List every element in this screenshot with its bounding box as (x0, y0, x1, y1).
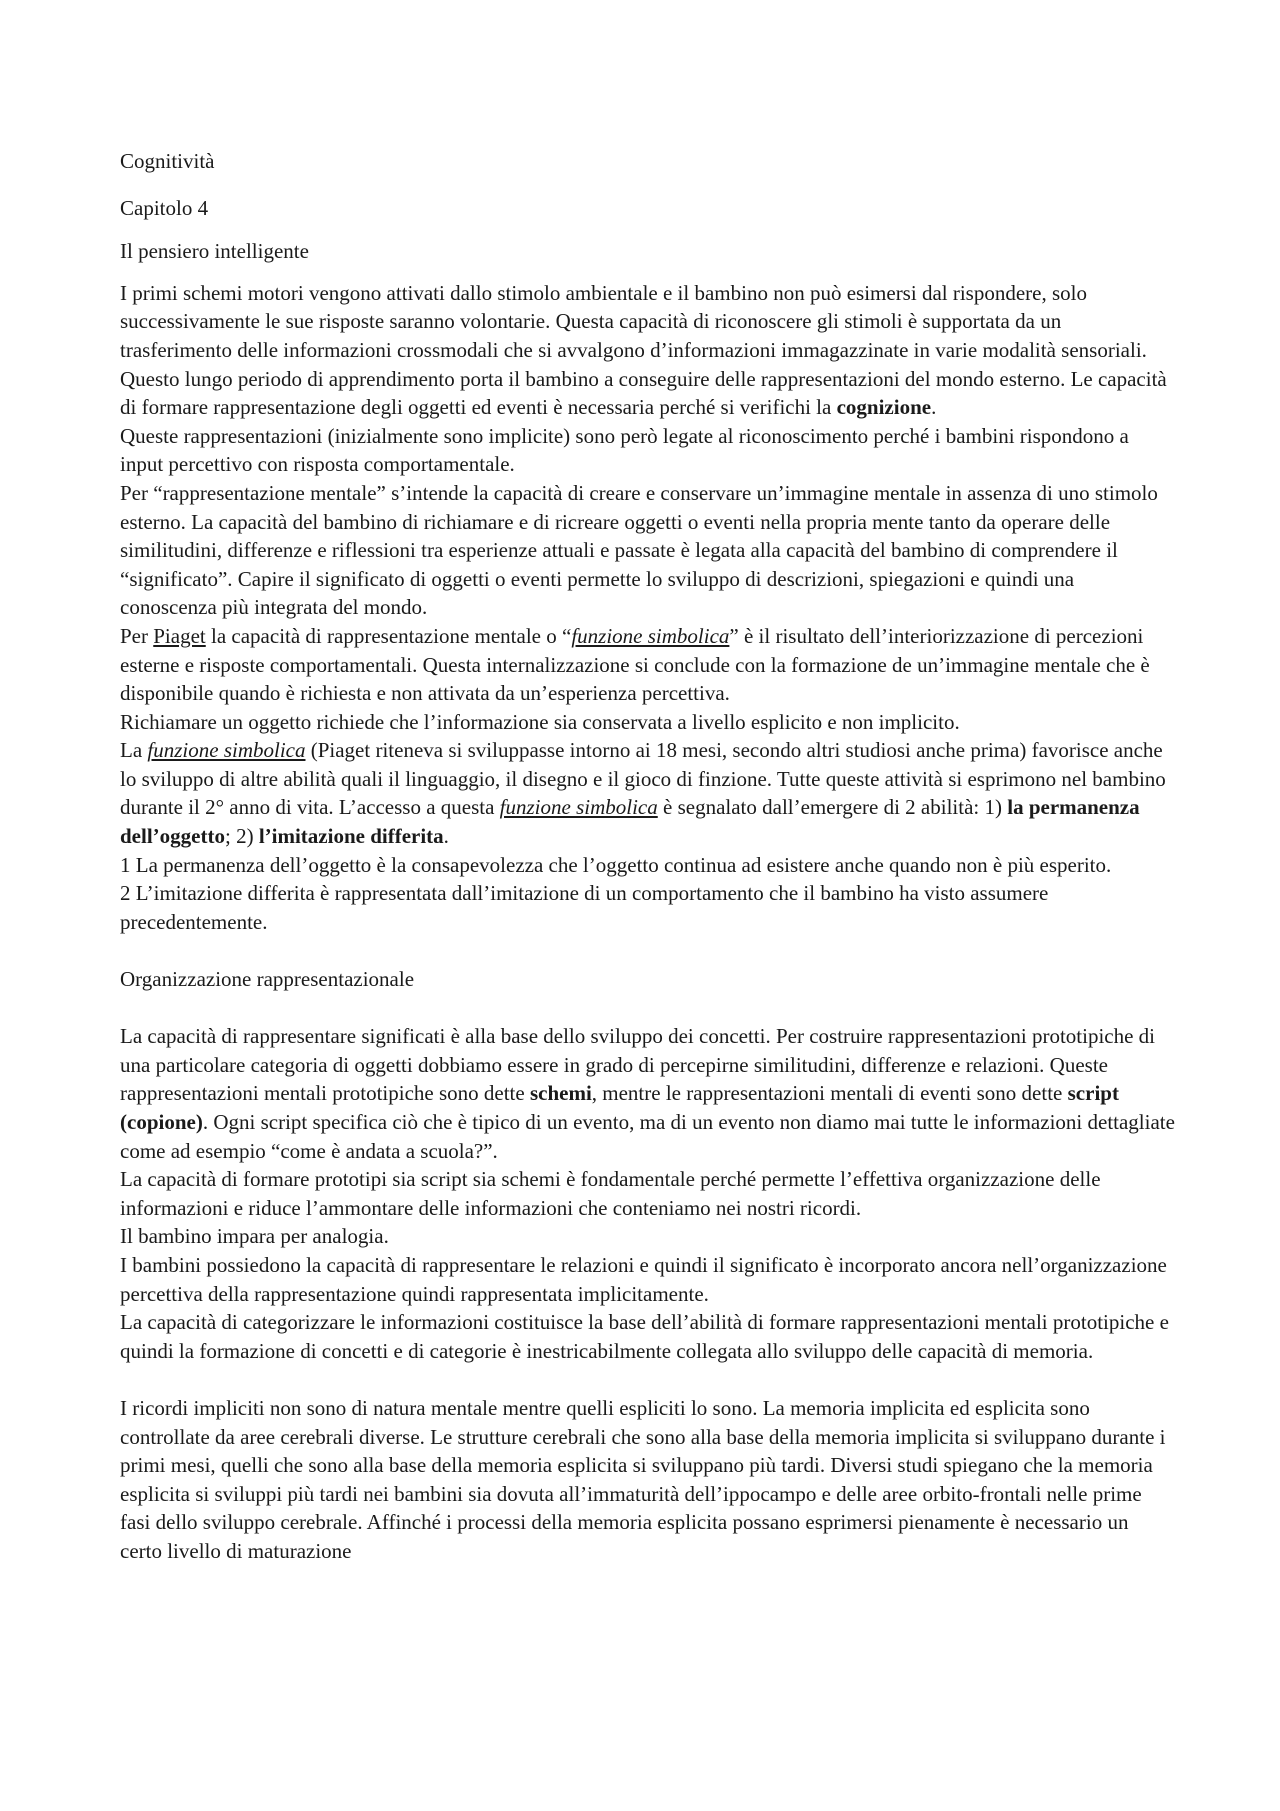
paragraph-7: 1 La permanenza dell’oggetto è la consapevolezza che l’oggetto continua ad esistere anche quando non è più esperito. (120, 852, 1112, 877)
paragraph-6: La funzione simbolica (Piaget riteneva si sviluppasse intorno ai 18 mesi, secondo altri studiosi anche prima) favorisce anche lo sviluppo di altre abilità quali il linguaggio, il disegno e il gioco di finzione. Tutte queste attività si esprimono nel bambino durante il 2° anno di vita. L’accesso a questa funzione simbolica è segnalato dall’emergere di 2 abilità: 1) la permanenza dell’oggetto; 2) l’imitazione differita. (120, 738, 1166, 849)
term-funzione-simbolica: funzione simbolica (147, 738, 306, 763)
term-piaget: Piaget (153, 623, 206, 648)
term-schemi: schemi (529, 1081, 592, 1106)
term-cognizione: cognizione (836, 395, 932, 420)
paragraph-3: Per “rappresentazione mentale” s’intende la capacità di creare e conservare un’immagine mentale in assenza di uno stimolo esterno. La capacità del bambino di richiamare e di ricreare oggetti o eventi nella propria mente tanto da operare delle similitudini, differenze e riflessioni tra esperienze attuali e passate è legata alla capacità del bambino di comprendere il “significato”. Capire il significato di oggetti o eventi permette lo sviluppo di descrizioni, spiegazioni e quindi una conoscenza più integrata del mondo. (120, 480, 1158, 620)
paragraph-13: La capacità di categorizzare le informazioni costituisce la base dell’abilità di formare rappresentazioni mentali prototipiche e quindi la formazione di concetti e di categorie è inestricabilmente collegata allo sviluppo delle capacità di memoria. (120, 1310, 1169, 1363)
paragraph-2: Queste rappresentazioni (inizialmente sono implicite) sono però legate al riconoscimento perché i bambini rispondono a input percettivo con risposta comportamentale. (120, 423, 1129, 477)
document-page (120, 147, 1175, 1566)
document-title: Cognitività (120, 149, 215, 173)
blank-line (120, 1365, 1175, 1394)
paragraph-8: 2 L’imitazione differita è rappresentata dall’imitazione di un comportamento che il bambino ha visto assumere precedentemente. (120, 881, 1049, 934)
paragraph-5: Richiamare un oggetto richiede che l’informazione sia conservata a livello esplicito e non implicito. (120, 709, 960, 734)
paragraph-14: I ricordi impliciti non sono di natura mentale mentre quelli espliciti lo sono. La memoria implicita ed esplicita sono controllate da aree cerebrali diverse. Le strutture cerebrali che sono alla base della memoria implicita si sviluppano durante i primi mesi, quelli che sono alla base della memoria esplicita si sviluppano più tardi. Diversi studi spiegano che la memoria esplicita si sviluppi più tardi nei bambini sia dovuta all’immaturità dell’ippocampo e delle aree orbito-frontali nelle prime fasi dello sviluppo cerebrale. Affinché i processi della memoria esplicita possano esprimersi pienamente è necessario un certo livello di maturazione (120, 1395, 1166, 1563)
section-heading-organizzazione: Organizzazione rappresentazionale (120, 967, 415, 992)
term-funzione-simbolica: funzione simbolica (571, 623, 730, 648)
paragraph-12: I bambini possiedono la capacità di rappresentare le relazioni e quindi il significato è incorporato ancora nell’organizzazione percettiva della rappresentazione quindi rappresentata implicitamente. (120, 1252, 1167, 1306)
paragraph-11: Il bambino impara per analogia. (120, 1224, 389, 1249)
blank-line (120, 994, 1175, 1023)
section-heading-pensiero: Il pensiero intelligente (120, 239, 309, 264)
paragraph-9: La capacità di rappresentare significati è alla base dello sviluppo dei concetti. Per costruire rappresentazioni prototipiche di una particolare categoria di oggetti dobbiamo essere in grado di percepirne similitudini, differenze e relazioni. Queste rappresentazioni mentali prototipiche sono dette schemi, mentre le rappresentazioni mentali di eventi sono dette script (copione). Ogni script specifica ciò che è tipico di un evento, ma di un evento non diamo mai tutte le informazioni dettagliate come ad esempio “come è andata a scuola?”. (120, 1024, 1175, 1163)
paragraph-4: Per Piaget la capacità di rappresentazione mentale o “funzione simbolica” è il risultato dell’interiorizzazione di percezioni esterne e risposte comportamentali. Questa internalizzazione si conclude con la formazione de un’immagine mentale che è disponibile quando è richiesta e non attivata da un’esperienza percettiva. (120, 623, 1150, 706)
paragraph-1: I primi schemi motori vengono attivati dallo stimolo ambientale e il bambino non può esimersi dal rispondere, solo successivamente le sue risposte saranno volontarie. Questa capacità di riconoscere gli stimoli è supportata da un trasferimento delle informazioni crossmodali che si avvalgono d’informazioni immagazzinate in varie modalità sensoriali. Questo lungo periodo di apprendimento porta il bambino a conseguire delle rappresentazioni del mondo esterno. Le capacità di formare rappresentazione degli oggetti ed eventi è necessaria perché si verifichi la cognizione. (120, 280, 1167, 420)
term-permanenza-oggetto: la permanenza dell’oggetto (120, 795, 1140, 849)
paragraph-10: La capacità di formare prototipi sia script sia schemi è fondamentale perché permette l’effettiva organizzazione delle informazioni e riduce l’ammontare delle informazioni che conteniamo nei nostri ricordi. (120, 1167, 1101, 1220)
term-imitazione-differita: l’imitazione differita (258, 824, 444, 849)
term-funzione-simbolica: funzione simbolica (499, 795, 658, 820)
blank-line (120, 936, 1175, 965)
term-script: script (copione) (120, 1081, 1119, 1134)
chapter-heading: Capitolo 4 (120, 195, 209, 220)
